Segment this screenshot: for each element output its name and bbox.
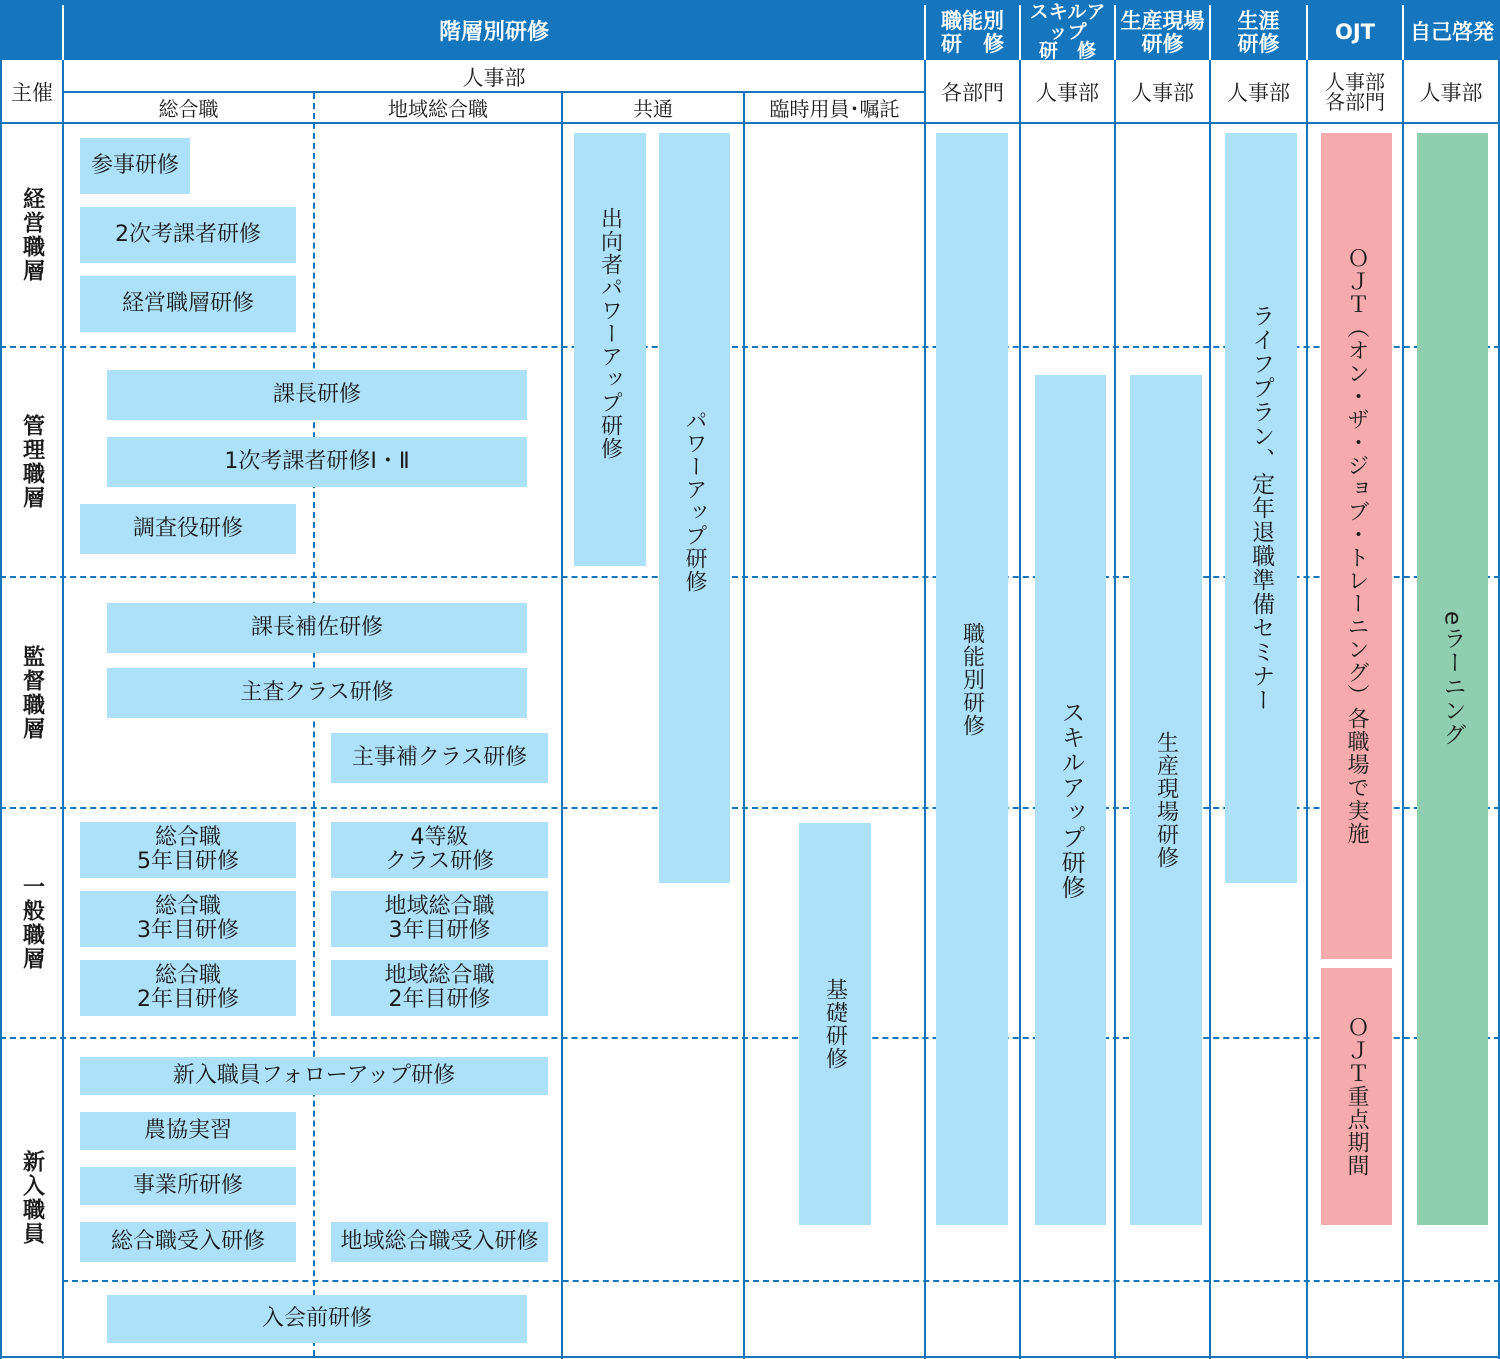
header-kaisoubetsu: 階層別研修 bbox=[64, 5, 924, 60]
grid-line bbox=[743, 92, 745, 1359]
course-followup: 新入職員フォローアップ研修 bbox=[80, 1057, 548, 1095]
sponsor-kyoutsuu: 共通 bbox=[633, 97, 673, 121]
sponsor-seisan: 人事部 bbox=[1131, 81, 1194, 105]
level-kantoku: 監督職層 bbox=[19, 644, 45, 741]
course-skillup: スキルアップ研修 bbox=[1035, 375, 1106, 1225]
course-sougou5: 総合職 5年目研修 bbox=[80, 822, 296, 878]
grid-line bbox=[0, 1356, 1500, 1358]
grid-line bbox=[1019, 60, 1021, 1359]
header-divider bbox=[1306, 5, 1308, 60]
course-kouka1: 1次考課者研修Ⅰ・Ⅱ bbox=[107, 437, 527, 487]
course-sougou3: 総合職 3年目研修 bbox=[80, 891, 296, 947]
header-divider bbox=[62, 5, 64, 60]
course-sougou-ukeire: 総合職受入研修 bbox=[80, 1222, 296, 1262]
course-chiiki3: 地域総合職 3年目研修 bbox=[331, 891, 548, 947]
course-shujiho: 主事補クラス研修 bbox=[331, 733, 548, 783]
level-shinnyuu: 新入職員 bbox=[19, 1149, 45, 1246]
grid-line bbox=[1402, 60, 1404, 1359]
course-keiei: 経営職層研修 bbox=[80, 276, 296, 332]
grid-dashed bbox=[0, 1037, 1500, 1039]
sponsor-chiiki: 地域総合職 bbox=[388, 97, 488, 121]
course-kachou: 課長研修 bbox=[107, 370, 527, 420]
course-powerup: パワーアップ研修 bbox=[659, 133, 730, 883]
course-noukyou: 農協実習 bbox=[80, 1112, 296, 1150]
course-lifeplan: ライフプラン、定年退職準備セミナー bbox=[1225, 133, 1297, 883]
header-jiko: 自己啓発 bbox=[1404, 5, 1500, 60]
course-sougou2: 総合職 2年目研修 bbox=[80, 960, 296, 1016]
level-ippan: 一般職層 bbox=[19, 875, 45, 971]
grid-line bbox=[62, 60, 64, 1359]
sponsor-sougou: 総合職 bbox=[158, 97, 219, 121]
header-shougai: 生涯 研修 bbox=[1211, 5, 1306, 60]
course-shukkou-power: 出向者パワーアップ研修 bbox=[574, 133, 646, 566]
sponsor-shokunou: 各部門 bbox=[941, 81, 1004, 105]
sponsor-label: 主催 bbox=[11, 81, 53, 105]
course-kachouhosa: 課長補佐研修 bbox=[107, 603, 527, 653]
header-ojt: OJT bbox=[1308, 5, 1402, 60]
header-skillup: スキルアップ 研 修 bbox=[1021, 5, 1114, 60]
course-chousayaku: 調査役研修 bbox=[80, 504, 296, 554]
header-divider bbox=[1209, 5, 1211, 60]
grid-line bbox=[1209, 60, 1211, 1359]
course-shokunoubetsu: 職能別研修 bbox=[936, 133, 1008, 1225]
sponsor-jinjibu: 人事部 bbox=[462, 65, 526, 90]
grid-line bbox=[1114, 60, 1116, 1359]
grid-line bbox=[1306, 60, 1308, 1359]
course-shusa: 主査クラス研修 bbox=[107, 668, 527, 718]
header-shokunou: 職能別 研 修 bbox=[926, 5, 1019, 60]
sponsor-jiko: 人事部 bbox=[1419, 81, 1483, 105]
course-ojt-juuten: ＯＪＴ重点期間 bbox=[1321, 968, 1392, 1225]
course-jigyousho: 事業所研修 bbox=[80, 1167, 296, 1205]
header-divider bbox=[924, 5, 926, 60]
course-chiiki-ukeire: 地域総合職受入研修 bbox=[331, 1222, 548, 1262]
grid-dashed bbox=[313, 93, 315, 1356]
grid-line bbox=[0, 122, 1500, 124]
course-sanji: 参事研修 bbox=[80, 138, 190, 194]
grid-line bbox=[924, 60, 926, 1359]
course-kiso: 基礎研修 bbox=[799, 823, 871, 1225]
course-kouka2: 2次考課者研修 bbox=[80, 207, 296, 263]
course-elearning: eラーニング bbox=[1417, 133, 1488, 1225]
sponsor-shougai: 人事部 bbox=[1227, 81, 1290, 105]
sponsor-ojt: 人事部 各部門 bbox=[1325, 70, 1385, 114]
course-nyuukaimae: 入会前研修 bbox=[107, 1295, 527, 1343]
level-keiei: 経営職層 bbox=[19, 187, 45, 283]
grid-line bbox=[561, 92, 563, 1359]
header-divider bbox=[1019, 5, 1021, 60]
course-seisan: 生産現場研修 bbox=[1130, 375, 1202, 1225]
header-divider bbox=[1114, 5, 1116, 60]
course-ojt-main: ＯＪＴ（オン・ザ・ジョブ・トレーニング）各職場で実施 bbox=[1321, 133, 1392, 959]
level-kanri: 管理職層 bbox=[19, 414, 45, 510]
header-seisan: 生産現場 研修 bbox=[1116, 5, 1209, 60]
sponsor-skillup: 人事部 bbox=[1036, 81, 1099, 105]
course-chiiki2: 地域総合職 2年目研修 bbox=[331, 960, 548, 1016]
header-divider bbox=[1402, 5, 1404, 60]
grid-dashed bbox=[62, 1280, 1500, 1282]
course-tokyu4: 4等級 クラス研修 bbox=[331, 822, 548, 878]
sponsor-rinji: 臨時用員･嘱託 bbox=[769, 97, 900, 121]
